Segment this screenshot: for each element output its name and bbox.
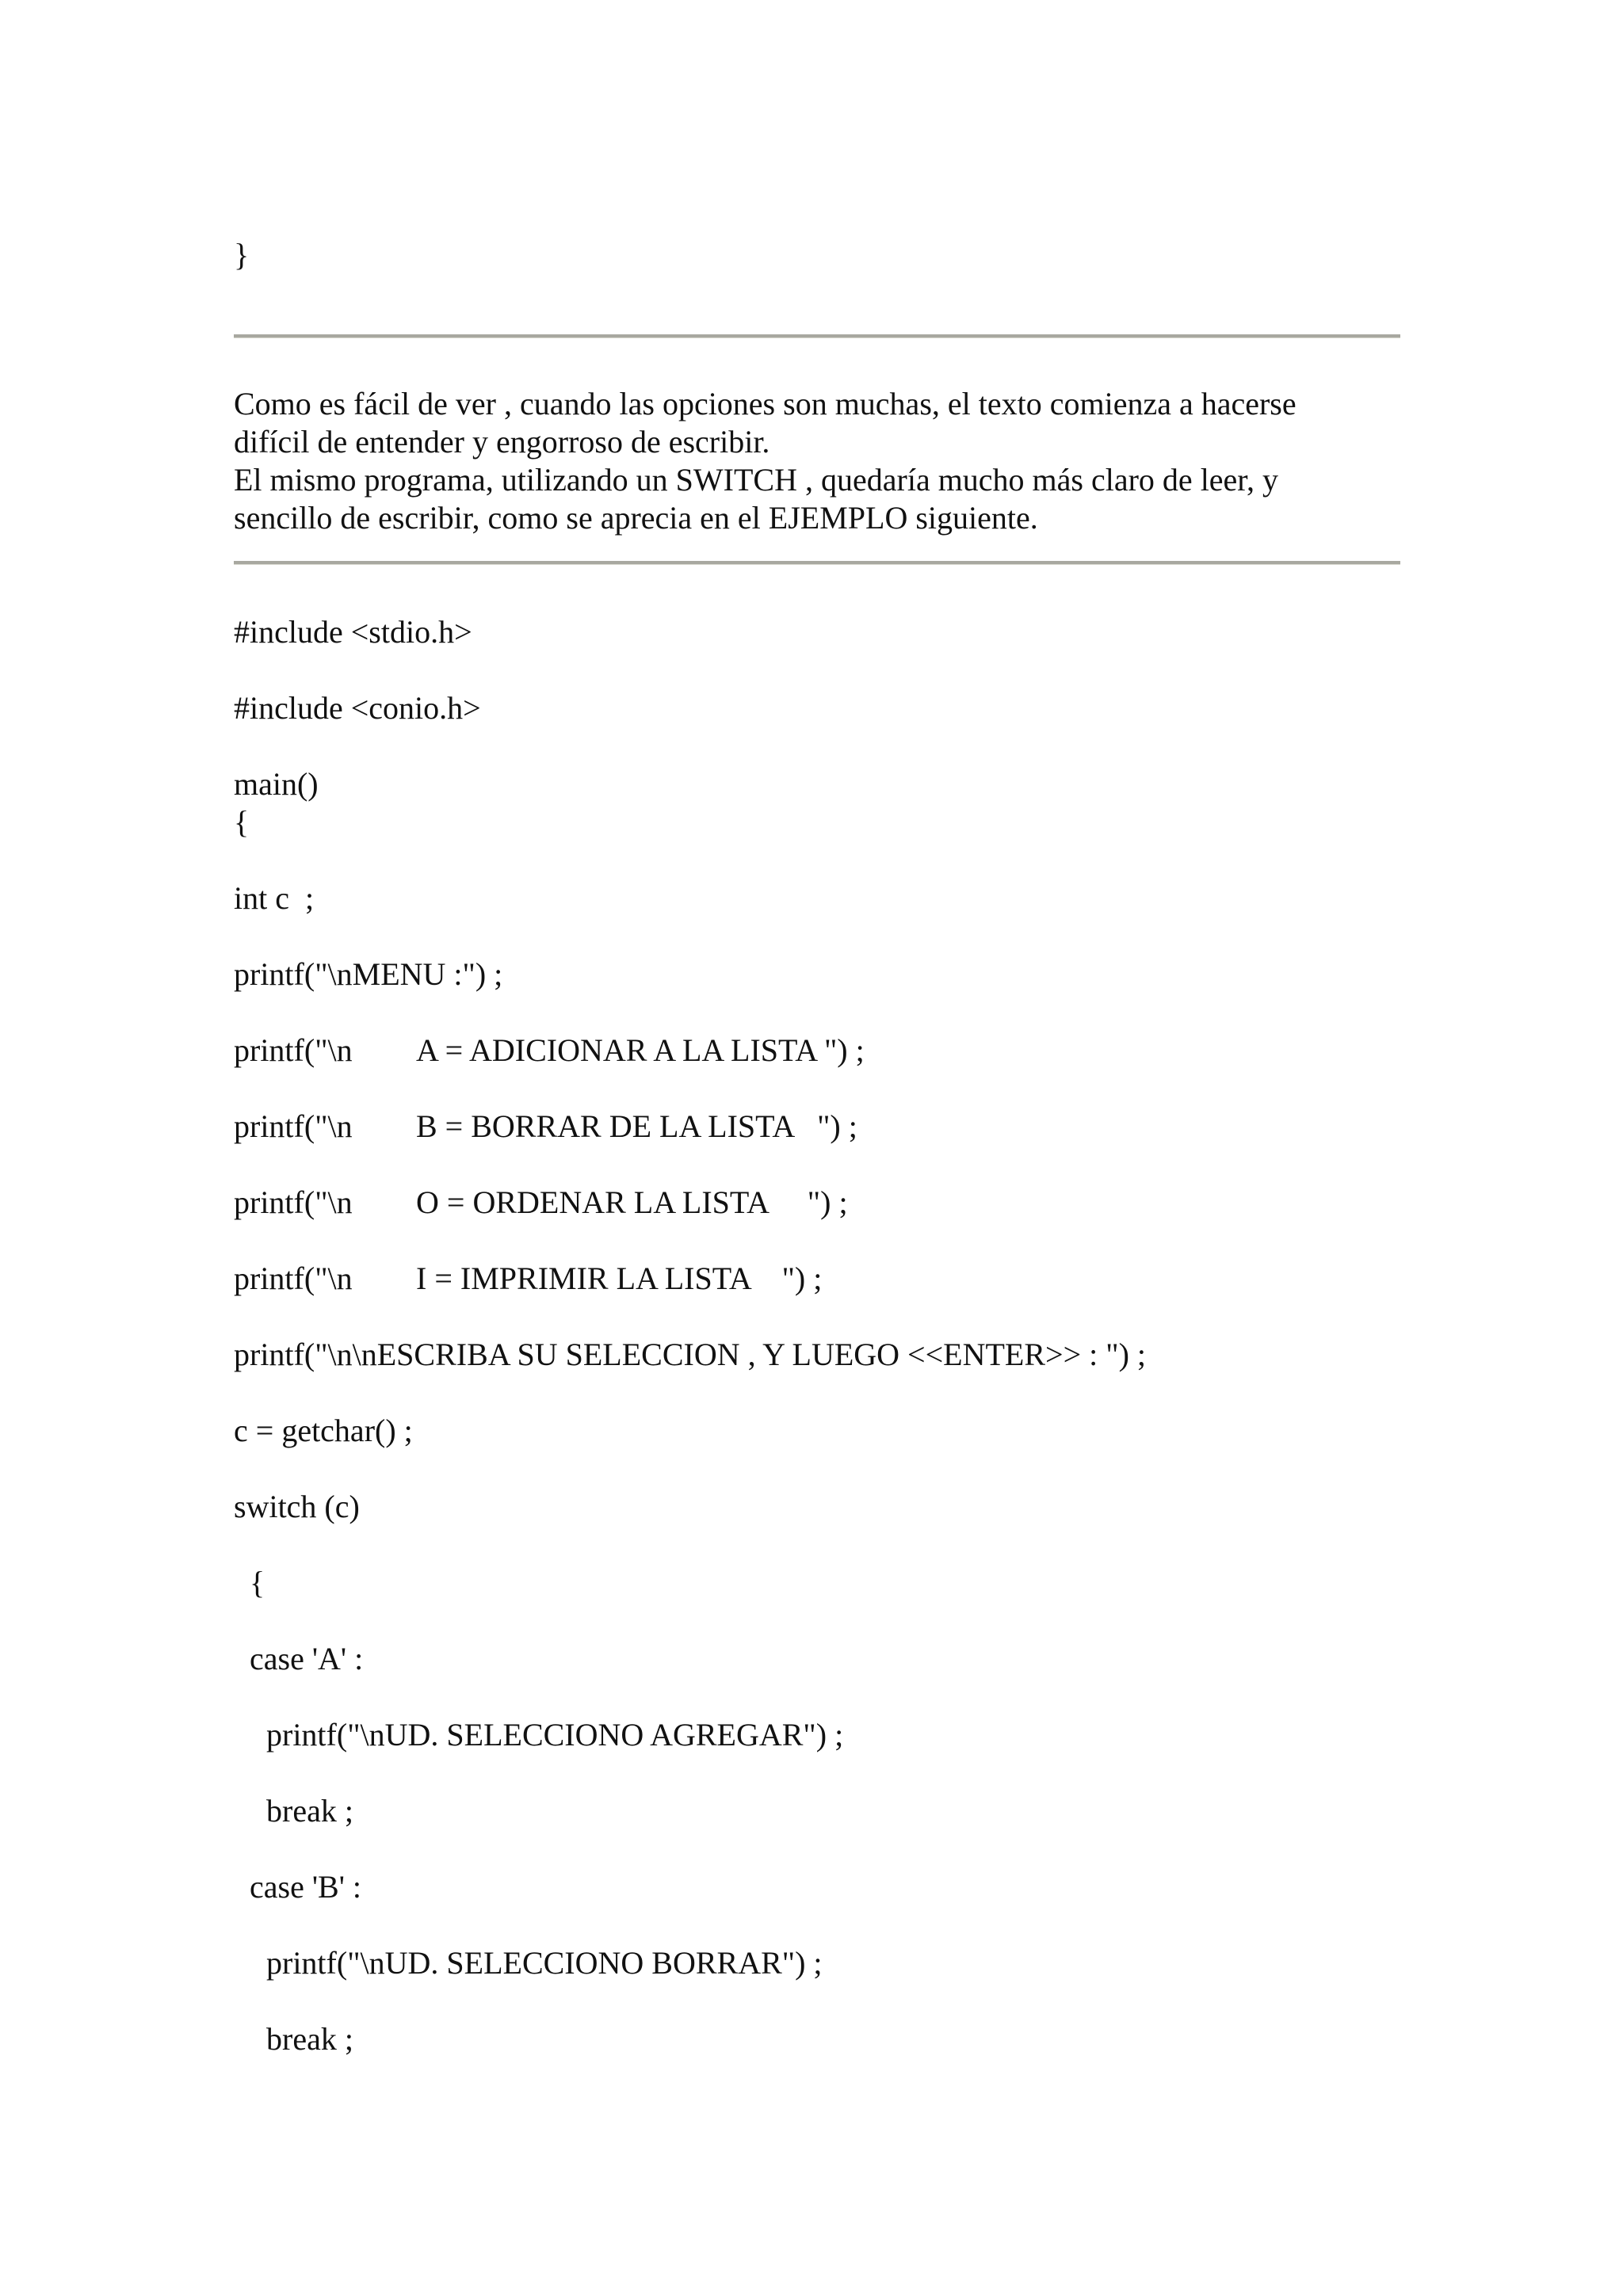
code-menu-a (234, 1032, 865, 1070)
printf-prefix: printf("\n (234, 1032, 353, 1068)
paragraph-line-2: difícil de entender y engorroso de escribir. (234, 424, 770, 460)
code-include-conio: #include <conio.h> (234, 690, 481, 726)
explanation-paragraph (234, 385, 1407, 537)
code-break-b: break ; (266, 2021, 353, 2057)
code-include-stdio: #include <stdio.h> (234, 614, 472, 650)
menu-option-a: A = ADICIONAR A LA LISTA ") ; (416, 1032, 865, 1068)
closing-brace: } (234, 237, 250, 273)
paragraph-line-3: El mismo programa, utilizando un SWITCH , quedaría mucho más claro de leer, y (234, 462, 1279, 498)
menu-option-b: B = BORRAR DE LA LISTA ") ; (416, 1108, 857, 1144)
code-menu-i (234, 1260, 822, 1298)
printf-prefix: printf("\n (234, 1184, 353, 1220)
code-case-b: case 'B' : (250, 1869, 362, 1905)
code-switch: switch (c) (234, 1489, 360, 1524)
paragraph-line-1: Como es fácil de ver , cuando las opciones son muchas, el texto comienza a hacerse (234, 386, 1296, 421)
code-break-a: break ; (266, 1793, 353, 1829)
code-menu-o (234, 1184, 848, 1222)
code-open-brace: { (234, 804, 250, 840)
printf-prefix: printf("\n (234, 1261, 353, 1296)
menu-option-i: I = IMPRIMIR LA LISTA ") ; (416, 1261, 823, 1296)
code-case-a: case 'A' : (250, 1641, 364, 1676)
code-printf-menu: printf("\nMENU :") ; (234, 956, 503, 992)
horizontal-rule-top (234, 334, 1400, 338)
printf-prefix: printf("\n (234, 1108, 353, 1144)
code-switch-brace: { (250, 1565, 265, 1600)
code-printf-borrar: printf("\nUD. SELECCIONO BORRAR") ; (266, 1945, 823, 1981)
code-menu-b (234, 1108, 857, 1146)
code-printf-select: printf("\n\nESCRIBA SU SELECCION , Y LUEGO <<ENTER>> : ") ; (234, 1337, 1147, 1372)
paragraph-line-4: sencillo de escribir, como se aprecia en el EJEMPLO siguiente. (234, 500, 1038, 536)
code-main-decl: main() (234, 766, 319, 802)
code-getchar: c = getchar() ; (234, 1413, 413, 1448)
horizontal-rule-bottom (234, 561, 1400, 565)
menu-option-o: O = ORDENAR LA LISTA ") ; (416, 1184, 848, 1220)
code-int-decl: int c ; (234, 880, 315, 916)
code-printf-agregar: printf("\nUD. SELECCIONO AGREGAR") ; (266, 1717, 844, 1753)
